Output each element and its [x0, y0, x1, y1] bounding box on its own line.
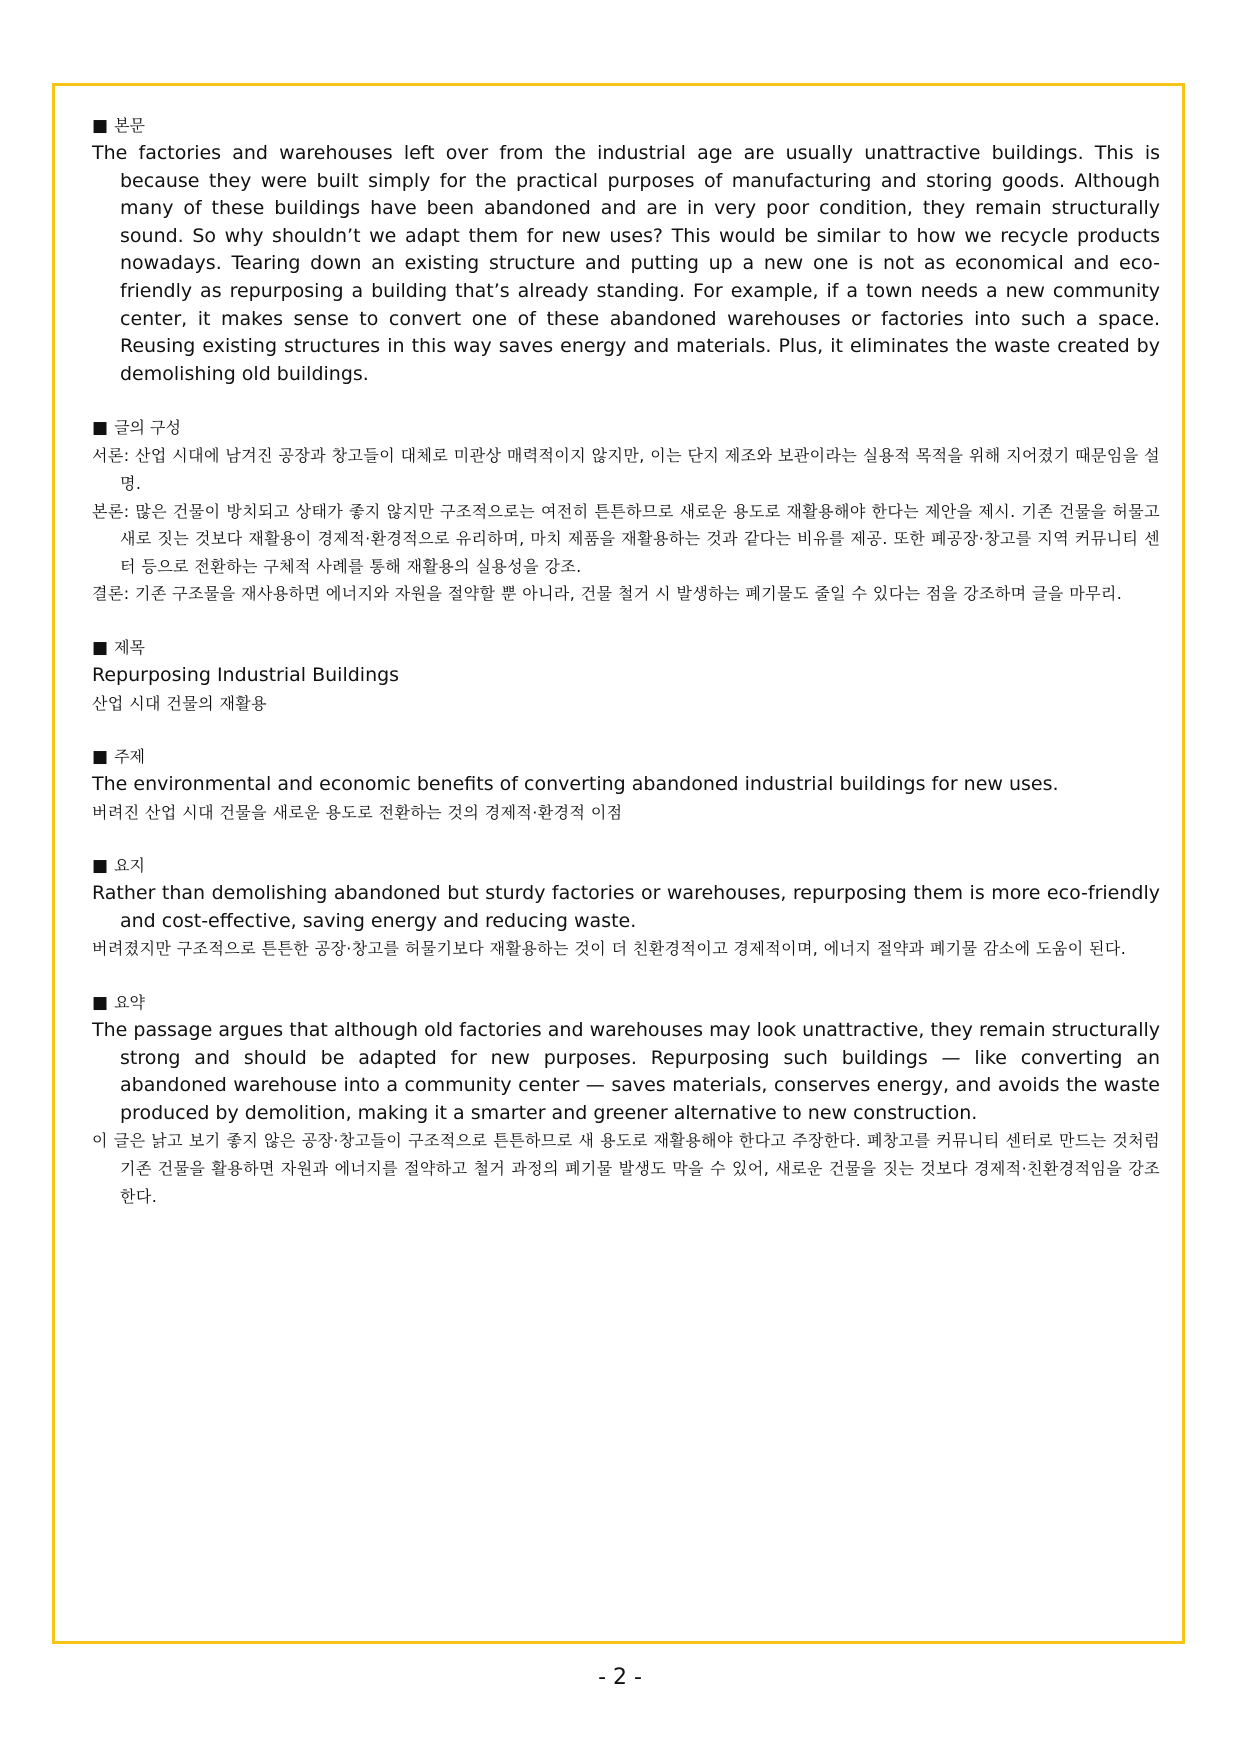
section-heading	[92, 743, 1160, 771]
section-heading-label: 본문	[114, 116, 145, 135]
section-heading-label: 요지	[114, 856, 145, 876]
square-bullet-icon: ■	[92, 637, 109, 658]
structure-conclusion: 결론: 기존 구조물을 재사용하면 에너지와 자원을 절약할 뿐 아니라, 건물 철거 시 발생하는 폐기물도 줄일 수 있다는 점을 강조하며 글을 마무리.	[92, 584, 1123, 604]
section-body	[92, 112, 1160, 388]
section-heading	[92, 414, 1160, 442]
gist-english: Rather than demolishing abandoned but sturdy factories or warehouses, repurposing them is more eco-friendly and cost-effective, saving energy and reducing waste.	[92, 882, 1160, 932]
structure-main: 본론: 많은 건물이 방치되고 상태가 좋지 않지만 구조적으로는 여전히 튼튼하므로 새로운 용도로 재활용해야 한다는 제안을 제시. 기존 건물을 허물고 새로 짓는 것보다 재활용이 경제적·환경적으로 유리하며, 마치 제품을 재활용하는 것과 같다는 비유를 제공. 또한 폐공장·창고를 지역 커뮤니티 센터 등으로 전환하는 구체적 사례를 통해 재활용의 실용성을 강조.	[92, 501, 1160, 576]
gist-korean: 버려졌지만 구조적으로 튼튼한 공장·창고를 허물기보다 재활용하는 것이 더 친환경적이고 경제적이며, 에너지 절약과 폐기물 감소에 도움이 된다.	[92, 939, 1127, 959]
section-heading	[92, 989, 1160, 1017]
topic-korean: 버려진 산업 시대 건물을 새로운 용도로 전환하는 것의 경제적·환경적 이점	[92, 802, 623, 822]
section-heading-label: 글의 구성	[114, 418, 181, 438]
section-heading	[92, 112, 1160, 140]
square-bullet-icon: ■	[92, 993, 109, 1014]
square-bullet-icon: ■	[92, 856, 109, 877]
title-korean: 산업 시대 건물의 재활용	[92, 693, 268, 713]
structure-intro: 서론: 산업 시대에 남겨진 공장과 창고들이 대체로 미관상 매력적이지 않지만, 이는 단지 제조와 보관이라는 실용적 목적을 위해 지어졌기 때문임을 설명.	[92, 446, 1160, 493]
page-number: - 2 -	[598, 1665, 642, 1690]
document-content	[92, 112, 1160, 1236]
section-heading-label: 요약	[114, 993, 145, 1013]
section-gist	[92, 852, 1160, 963]
section-heading	[92, 634, 1160, 662]
section-summary	[92, 989, 1160, 1210]
summary-english: The passage argues that although old factories and warehouses may look unattractive, they remain structurally strong and should be adapted for new purposes. Repurposing such buildings — like converting an abandoned warehouse into a community center — saves materials, conserves energy, and avoids the waste produced by demolition, making it a smarter and greener alternative to new construction.	[92, 1019, 1160, 1124]
section-structure	[92, 414, 1160, 608]
section-heading	[92, 852, 1160, 880]
square-bullet-icon: ■	[92, 747, 109, 768]
section-heading-label: 주제	[114, 747, 145, 767]
section-title	[92, 634, 1160, 717]
topic-english: The environmental and economic benefits of converting abandoned industrial buildings for new uses.	[92, 773, 1059, 796]
summary-korean: 이 글은 낡고 보기 좋지 않은 공장·창고들이 구조적으로 튼튼하므로 새 용도로 재활용해야 한다고 주장한다. 폐창고를 커뮤니티 센터로 만드는 것처럼 기존 건물을 활용하면 자원과 에너지를 절약하고 철거 과정의 폐기물 발생도 막을 수 있어, 새로운 건물을 짓는 것보다 경제적·친환경적임을 강조한다.	[92, 1131, 1160, 1206]
section-heading-label: 제목	[114, 637, 145, 657]
body-text: The factories and warehouses left over from the industrial age are usually unattractive buildings. This is because they were built simply for the practical purposes of manufacturing and storing goods. Although many of these buildings have been abandoned and are in very poor condition, they remain structurally sound. So why shouldn’t we adapt them for new uses? This would be similar to how we recycle products nowadays. Tearing down an existing structure and putting up a new one is not as economical and eco-friendly as repurposing a building that’s already standing. For example, if a town needs a new community center, it makes sense to convert one of these abandoned warehouses or factories into such a space. Reusing existing structures in this way saves energy and materials. Plus, it eliminates the waste created by demolishing old buildings.	[92, 142, 1160, 385]
section-topic	[92, 743, 1160, 826]
title-english: Repurposing Industrial Buildings	[92, 663, 400, 686]
square-bullet-icon: ■	[92, 418, 109, 439]
square-bullet-icon: ■	[92, 116, 109, 136]
